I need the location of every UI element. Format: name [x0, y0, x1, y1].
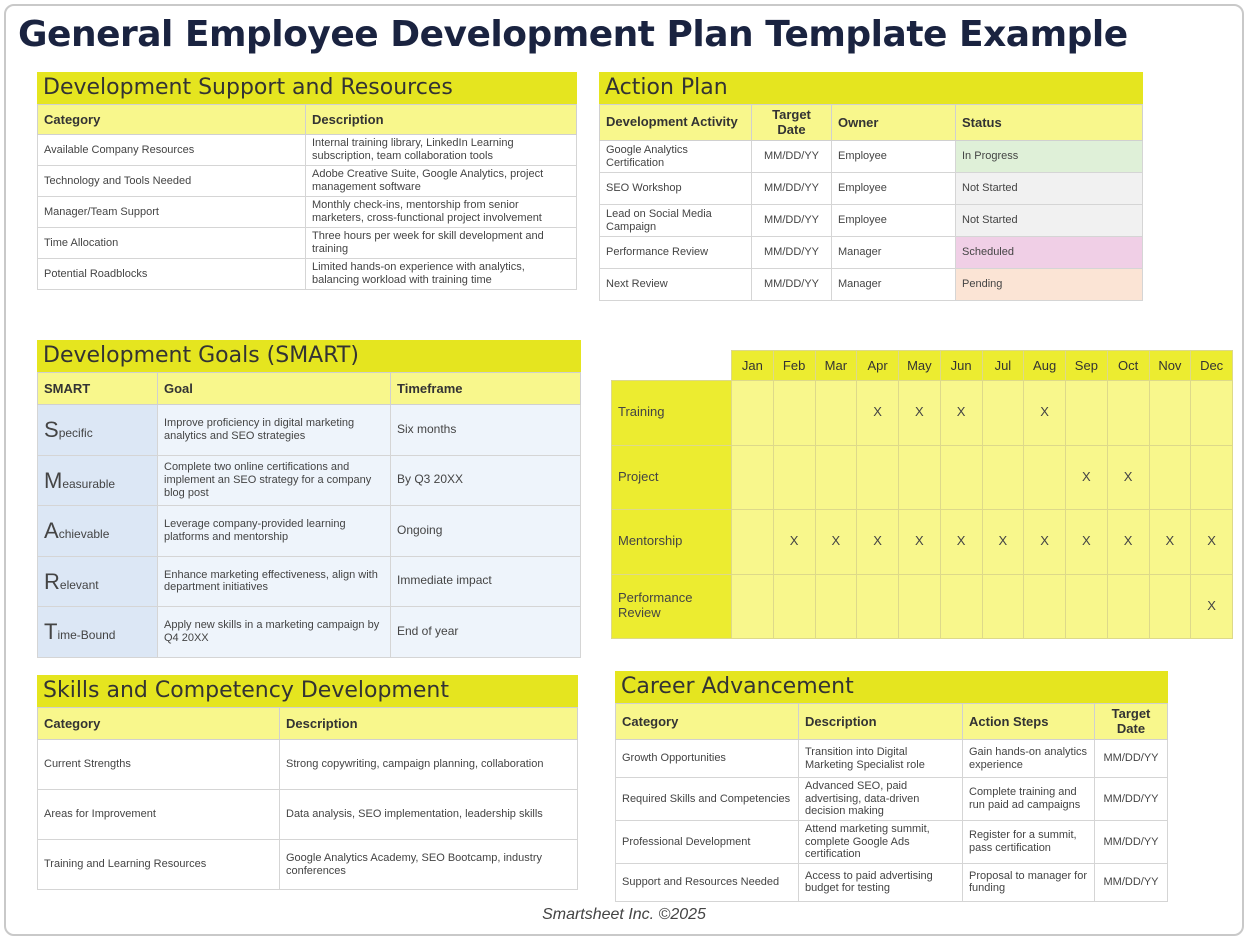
goals-section: [37, 340, 581, 658]
timeline-mark-cell: X: [1107, 445, 1149, 510]
support-description-cell: Three hours per week for skill development and training: [306, 228, 577, 259]
timeline-mark-cell: [982, 445, 1024, 510]
timeline-mark-cell: X: [857, 510, 899, 575]
career-category-cell: Required Skills and Competencies: [616, 778, 799, 821]
timeline-row: [612, 510, 1233, 575]
smart-word: easurable: [62, 476, 116, 491]
timeline-table: [611, 350, 1233, 639]
timeline-mark-cell: [815, 574, 857, 639]
timeline-month-header: Mar: [815, 351, 857, 381]
timeline-mark-cell: [773, 381, 815, 446]
table-row: [38, 556, 581, 607]
goals-table: [37, 372, 581, 658]
timeline-mark-cell: X: [940, 510, 982, 575]
timeline-month-header: Sep: [1066, 351, 1108, 381]
support-section: [37, 72, 577, 290]
smart-letter-cell: [38, 405, 158, 456]
career-col-description: Description: [799, 704, 963, 740]
skills-col-category: Category: [38, 708, 280, 740]
timeline-mark-cell: [857, 445, 899, 510]
table-row: [38, 506, 581, 557]
career-section: [615, 671, 1168, 902]
career-date-cell: MM/DD/YY: [1095, 863, 1168, 901]
timeline-row-label: Mentorship: [612, 510, 732, 575]
timeline-row-label: Training: [612, 381, 732, 446]
action-owner-cell: Employee: [832, 173, 956, 205]
action-activity-cell: Lead on Social Media Campaign: [600, 205, 752, 237]
timeline-month-header: Jan: [732, 351, 774, 381]
action-owner-cell: Employee: [832, 205, 956, 237]
timeline-month-header: Dec: [1191, 351, 1233, 381]
smart-letter-cell: [38, 455, 158, 506]
table-row: [38, 740, 578, 790]
action-date-cell: MM/DD/YY: [752, 269, 832, 301]
timeline-mark-cell: [982, 381, 1024, 446]
timeline-mark-cell: [899, 445, 941, 510]
skills-category-cell: Current Strengths: [38, 740, 280, 790]
timeline-mark-cell: X: [857, 381, 899, 446]
smart-word: chievable: [58, 527, 110, 542]
support-col-description: Description: [306, 105, 577, 135]
timeline-month-header: Apr: [857, 351, 899, 381]
smart-initial: T: [44, 619, 58, 645]
career-steps-cell: Complete training and run paid ad campaigns: [963, 778, 1095, 821]
action-col-owner: Owner: [832, 105, 956, 141]
timeline-mark-cell: X: [1024, 510, 1066, 575]
timeline-row-label: Performance Review: [612, 574, 732, 639]
table-row: [600, 141, 1143, 173]
status-badge: Not Started: [956, 205, 1143, 237]
support-category-cell: Potential Roadblocks: [38, 259, 306, 290]
career-date-cell: MM/DD/YY: [1095, 778, 1168, 821]
table-row: [38, 790, 578, 840]
timeline-month-header: Nov: [1149, 351, 1191, 381]
timeline-mark-cell: X: [1107, 510, 1149, 575]
timeline-corner: [612, 351, 732, 381]
timeline-mark-cell: X: [1149, 510, 1191, 575]
goal-cell: Enhance marketing effectiveness, align with department initiatives: [158, 556, 391, 607]
timeline-month-header: Oct: [1107, 351, 1149, 381]
table-row: [38, 455, 581, 506]
support-col-category: Category: [38, 105, 306, 135]
table-row: [600, 205, 1143, 237]
skills-category-cell: Areas for Improvement: [38, 790, 280, 840]
timeline-month-header: Aug: [1024, 351, 1066, 381]
timeline-row: [612, 381, 1233, 446]
timeline-mark-cell: X: [940, 381, 982, 446]
skills-section: [37, 675, 578, 890]
table-row: [38, 228, 577, 259]
timeline-month-header: Feb: [773, 351, 815, 381]
action-date-cell: MM/DD/YY: [752, 205, 832, 237]
career-category-cell: Professional Development: [616, 820, 799, 863]
table-row: [616, 778, 1168, 821]
career-steps-cell: Gain hands-on analytics experience: [963, 740, 1095, 778]
timeline-mark-cell: [1149, 574, 1191, 639]
timeline-grid: [611, 350, 1233, 637]
table-row: [600, 269, 1143, 301]
timeline-mark-cell: [732, 510, 774, 575]
status-badge: In Progress: [956, 141, 1143, 173]
action-activity-cell: Next Review: [600, 269, 752, 301]
support-description-cell: Adobe Creative Suite, Google Analytics, project management software: [306, 166, 577, 197]
timeline-mark-cell: [1066, 574, 1108, 639]
skills-description-cell: Data analysis, SEO implementation, leadership skills: [280, 790, 578, 840]
timeframe-cell: By Q3 20XX: [391, 455, 581, 506]
goal-cell: Improve proficiency in digital marketing analytics and SEO strategies: [158, 405, 391, 456]
smart-word: ime-Bound: [57, 628, 116, 643]
action-date-cell: MM/DD/YY: [752, 141, 832, 173]
action-owner-cell: Manager: [832, 269, 956, 301]
timeframe-cell: Six months: [391, 405, 581, 456]
skills-category-cell: Training and Learning Resources: [38, 840, 280, 890]
support-category-cell: Available Company Resources: [38, 135, 306, 166]
timeline-mark-cell: X: [1024, 381, 1066, 446]
timeline-month-header: May: [899, 351, 941, 381]
timeline-mark-cell: X: [1191, 510, 1233, 575]
action-col-activity: Development Activity: [600, 105, 752, 141]
status-badge: Not Started: [956, 173, 1143, 205]
status-badge: Pending: [956, 269, 1143, 301]
timeline-mark-cell: [815, 381, 857, 446]
smart-word: pecific: [58, 426, 93, 441]
status-badge: Scheduled: [956, 237, 1143, 269]
career-heading: Career Advancement: [615, 671, 1168, 703]
timeline-mark-cell: X: [899, 510, 941, 575]
support-heading: Development Support and Resources: [37, 72, 577, 104]
timeline-mark-cell: [940, 445, 982, 510]
timeline-mark-cell: [1191, 381, 1233, 446]
table-row: [38, 166, 577, 197]
table-row: [600, 173, 1143, 205]
timeline-mark-cell: [899, 574, 941, 639]
career-steps-cell: Register for a summit, pass certification: [963, 820, 1095, 863]
timeline-month-header: Jul: [982, 351, 1024, 381]
action-col-status: Status: [956, 105, 1143, 141]
action-heading: Action Plan: [599, 72, 1143, 104]
career-col-steps: Action Steps: [963, 704, 1095, 740]
skills-col-description: Description: [280, 708, 578, 740]
timeline-row-label: Project: [612, 445, 732, 510]
goal-cell: Apply new skills in a marketing campaign by Q4 20XX: [158, 607, 391, 658]
timeline-mark-cell: [815, 445, 857, 510]
career-date-cell: MM/DD/YY: [1095, 740, 1168, 778]
support-category-cell: Time Allocation: [38, 228, 306, 259]
action-date-cell: MM/DD/YY: [752, 173, 832, 205]
timeline-mark-cell: X: [899, 381, 941, 446]
smart-initial: R: [44, 568, 60, 594]
table-row: [38, 607, 581, 658]
timeline-mark-cell: [1024, 445, 1066, 510]
table-row: [38, 840, 578, 890]
support-description-cell: Limited hands-on experience with analytics, balancing workload with training time: [306, 259, 577, 290]
timeline-mark-cell: [982, 574, 1024, 639]
smart-initial: A: [44, 518, 59, 544]
table-row: [616, 820, 1168, 863]
action-activity-cell: Google Analytics Certification: [600, 141, 752, 173]
timeframe-cell: End of year: [391, 607, 581, 658]
goal-cell: Complete two online certifications and implement an SEO strategy for a company blog post: [158, 455, 391, 506]
timeline-mark-cell: X: [1066, 510, 1108, 575]
timeline-mark-cell: [1149, 381, 1191, 446]
footer-copyright: Smartsheet Inc. ©2025: [542, 906, 706, 923]
smart-word: elevant: [59, 577, 99, 592]
action-owner-cell: Manager: [832, 237, 956, 269]
timeline-mark-cell: X: [982, 510, 1024, 575]
timeline-mark-cell: [773, 445, 815, 510]
skills-heading: Skills and Competency Development: [37, 675, 578, 707]
career-category-cell: Growth Opportunities: [616, 740, 799, 778]
timeline-mark-cell: [1107, 381, 1149, 446]
action-table: [599, 104, 1143, 301]
timeline-month-header: Jun: [940, 351, 982, 381]
page-title: General Employee Development Plan Template Example: [18, 14, 1128, 55]
support-table: [37, 104, 577, 290]
table-row: [38, 135, 577, 166]
timeline-mark-cell: X: [1191, 574, 1233, 639]
timeframe-cell: Immediate impact: [391, 556, 581, 607]
timeline-mark-cell: [773, 574, 815, 639]
skills-description-cell: Strong copywriting, campaign planning, collaboration: [280, 740, 578, 790]
timeline-mark-cell: [732, 445, 774, 510]
smart-initial: S: [44, 417, 59, 443]
action-col-date: Target Date: [752, 105, 832, 141]
timeline-mark-cell: [1066, 381, 1108, 446]
smart-letter-cell: [38, 607, 158, 658]
timeline-row: [612, 445, 1233, 510]
support-description-cell: Monthly check-ins, mentorship from senior marketers, cross-functional project involvement: [306, 197, 577, 228]
support-category-cell: Technology and Tools Needed: [38, 166, 306, 197]
table-row: [616, 863, 1168, 901]
timeline-row: [612, 574, 1233, 639]
career-steps-cell: Proposal to manager for funding: [963, 863, 1095, 901]
career-description-cell: Advanced SEO, paid advertising, data-driven decision making: [799, 778, 963, 821]
smart-letter-cell: [38, 556, 158, 607]
timeline-mark-cell: X: [773, 510, 815, 575]
career-description-cell: Transition into Digital Marketing Specialist role: [799, 740, 963, 778]
action-activity-cell: SEO Workshop: [600, 173, 752, 205]
timeline-mark-cell: [732, 381, 774, 446]
goals-col-goal: Goal: [158, 373, 391, 405]
timeline-mark-cell: [1191, 445, 1233, 510]
timeline-mark-cell: X: [815, 510, 857, 575]
support-category-cell: Manager/Team Support: [38, 197, 306, 228]
action-activity-cell: Performance Review: [600, 237, 752, 269]
career-col-date: Target Date: [1095, 704, 1168, 740]
career-col-category: Category: [616, 704, 799, 740]
smart-letter-cell: [38, 506, 158, 557]
table-row: [600, 237, 1143, 269]
timeline-mark-cell: [1107, 574, 1149, 639]
table-row: [38, 197, 577, 228]
goals-col-timeframe: Timeframe: [391, 373, 581, 405]
career-description-cell: Access to paid advertising budget for testing: [799, 863, 963, 901]
career-table: [615, 703, 1168, 902]
timeline-mark-cell: [857, 574, 899, 639]
smart-initial: M: [44, 467, 63, 493]
table-row: [38, 259, 577, 290]
skills-table: [37, 707, 578, 890]
action-section: [599, 72, 1143, 301]
action-date-cell: MM/DD/YY: [752, 237, 832, 269]
goals-col-smart: SMART: [38, 373, 158, 405]
skills-description-cell: Google Analytics Academy, SEO Bootcamp, industry conferences: [280, 840, 578, 890]
support-description-cell: Internal training library, LinkedIn Learning subscription, team collaboration tools: [306, 135, 577, 166]
timeline-mark-cell: [1149, 445, 1191, 510]
action-owner-cell: Employee: [832, 141, 956, 173]
goal-cell: Leverage company-provided learning platforms and mentorship: [158, 506, 391, 557]
table-row: [38, 405, 581, 456]
goals-heading: Development Goals (SMART): [37, 340, 581, 372]
career-category-cell: Support and Resources Needed: [616, 863, 799, 901]
timeline-mark-cell: [940, 574, 982, 639]
timeline-mark-cell: [732, 574, 774, 639]
career-date-cell: MM/DD/YY: [1095, 820, 1168, 863]
timeline-mark-cell: [1024, 574, 1066, 639]
timeframe-cell: Ongoing: [391, 506, 581, 557]
timeline-mark-cell: X: [1066, 445, 1108, 510]
table-row: [616, 740, 1168, 778]
career-description-cell: Attend marketing summit, complete Google Ads certification: [799, 820, 963, 863]
